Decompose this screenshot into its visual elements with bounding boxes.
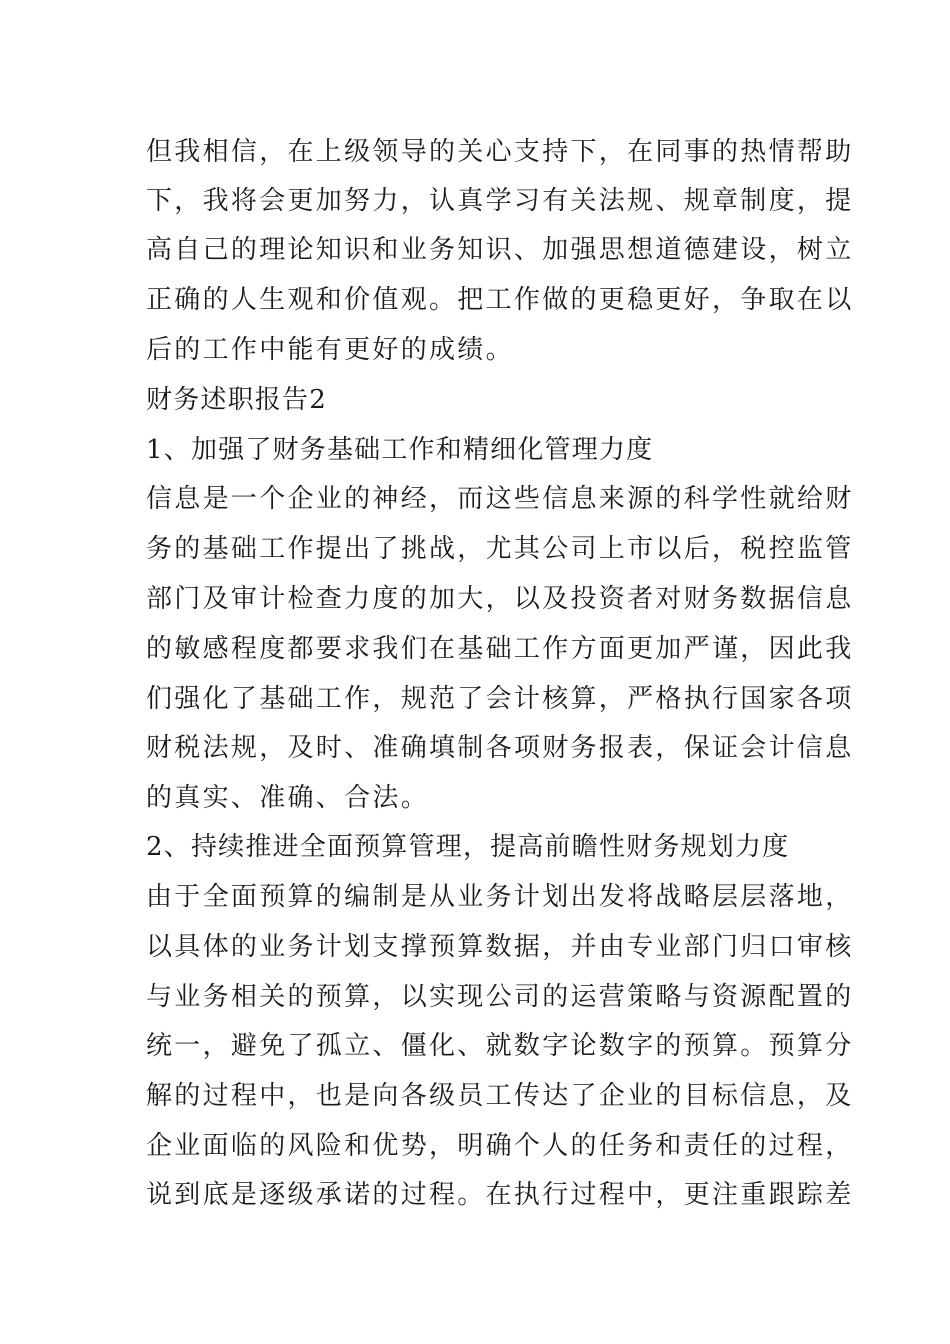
subsection-heading: 1、加强了财务基础工作和精细化管理力度 bbox=[146, 435, 654, 465]
paragraph-line: 后的工作中能有更好的成绩。 bbox=[146, 335, 514, 365]
paragraph-line: 信息是一个企业的神经，而这些信息来源的科学性就给财 bbox=[146, 484, 854, 514]
paragraph-line: 企业面临的风险和优势，明确个人的任务和责任的过程， bbox=[146, 1131, 854, 1161]
paragraph-line: 们强化了基础工作，规范了会计核算，严格执行国家各项 bbox=[146, 684, 854, 714]
subsection-heading: 2、持续推进全面预算管理，提高前瞻性财务规划力度 bbox=[146, 832, 790, 862]
paragraph-line: 务的基础工作提出了挑战，尤其公司上市以后，税控监管 bbox=[146, 534, 854, 564]
paragraph-line: 解的过程中，也是向各级员工传达了企业的目标信息，及 bbox=[146, 1081, 854, 1111]
paragraph-line: 说到底是逐级承诺的过程。在执行过程中，更注重跟踪差 bbox=[146, 1180, 854, 1210]
paragraph-line: 财税法规，及时、准确填制各项财务报表，保证会计信息 bbox=[146, 733, 854, 763]
paragraph-line: 高自己的理论知识和业务知识、加强思想道德建设，树立 bbox=[146, 235, 854, 265]
section-title: 财务述职报告2 bbox=[146, 385, 327, 415]
paragraph-line: 的敏感程度都要求我们在基础工作方面更加严谨，因此我 bbox=[146, 634, 854, 664]
paragraph-line: 正确的人生观和价值观。把工作做的更稳更好，争取在以 bbox=[146, 285, 854, 315]
paragraph-line: 以具体的业务计划支撑预算数据，并由专业部门归口审核 bbox=[146, 932, 854, 962]
paragraph-line: 统一，避免了孤立、僵化、就数字论数字的预算。预算分 bbox=[146, 1031, 854, 1061]
paragraph-line: 由于全面预算的编制是从业务计划出发将战略层层落地， bbox=[146, 882, 854, 912]
paragraph-line: 但我相信，在上级领导的关心支持下，在同事的热情帮助 bbox=[146, 137, 854, 167]
paragraph-line: 部门及审计检查力度的加大，以及投资者对财务数据信息 bbox=[146, 584, 854, 614]
paragraph-line: 与业务相关的预算，以实现公司的运营策略与资源配置的 bbox=[146, 982, 854, 1012]
paragraph-line: 下，我将会更加努力，认真学习有关法规、规章制度，提 bbox=[146, 186, 854, 216]
paragraph-line: 的真实、准确、合法。 bbox=[146, 783, 430, 813]
